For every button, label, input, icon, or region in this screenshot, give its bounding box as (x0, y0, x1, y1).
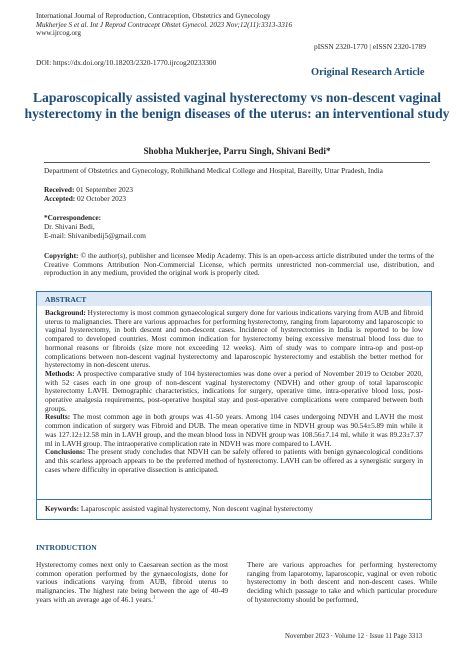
keywords (45, 505, 423, 514)
correspondence-email[interactable]: E-mail: Shivanibedij5@gmail.com (44, 231, 146, 240)
author-list: Shobha Mukherjee, Parru Singh, Shivani Bedi* (143, 146, 331, 156)
abstract-methods: Methods: A prospective comparative study of 104 hysterectomies was done over a period of November 2019 to October 2020, with 52 cases each in one group of non-descent vaginal hysterectomy (NDVH) and other group of total laparoscopic hysterectomy LAVH. Demographic characteristics, indications for surgery, operative time, intra-operative blood loss, post-operative analgesia requirements, post-operative hospital stay and post-operative complications were compared between both groups. (45, 368, 424, 413)
received-value: 01 September 2023 (76, 185, 133, 194)
keywords-divider (37, 499, 431, 500)
accepted-date (44, 195, 244, 204)
keywords-text: Laparoscopic assisted vaginal hysterectomy, Non descent vaginal hysterectomy (80, 504, 314, 513)
introduction-heading: INTRODUCTION (36, 543, 97, 552)
page-footer: November 2023 · Volume 12 · Issue 11 Page 3313 (285, 633, 423, 640)
introduction-right-column: There are various approaches for performing hysterectomy ranging from laparotomy, laparoscopic, vaginal or even robotic hysterectomy in both descent and non-descent cases. While deciding which passage to take and which particular procedure of hysterectomy should be performed, (247, 560, 437, 604)
copyright-text: © the author(s), publisher and licensee Medip Academy. This is an open-access article distributed under the terms of the Creative Commons Attribution Non-Commercial License, which permits unrestricted non-commercial use, distribution, and reproduction in any medium, provided the original work is properly cited. (44, 251, 435, 278)
reference-1[interactable]: 1 (152, 595, 156, 601)
abstract-header-bar (37, 292, 431, 306)
article-type: Original Research Article (311, 67, 425, 78)
journal-website[interactable]: www.ijrcog.org (36, 29, 81, 37)
abstract-body (45, 309, 423, 474)
copyright-label: Copyright: (44, 251, 79, 260)
abstract-heading: ABSTRACT (45, 295, 87, 304)
copyright-notice (44, 252, 434, 278)
correspondence-label: *Correspondence: (44, 213, 102, 222)
keywords-label: Keywords: (45, 504, 80, 513)
issn-line: pISSN 2320-1770 | eISSN 2320-1789 (314, 42, 426, 51)
divider-top (44, 162, 430, 163)
abstract-box (36, 291, 432, 520)
abstract-conclusions: Conclusions: The present study concludes that NDVH can be safely offered to patients with benign gynaecological conditions and this scarless approach appears to be the preferred method of hysterectomy. LAVH can be offered as a synergistic surgery in cases where difficulty in operative dissection is anticipated. (45, 447, 423, 474)
citation-line (36, 21, 292, 30)
abstract-results: Results: The most common age in both groups was 41-50 years. Among 104 cases undergoing NDVH and LAVH the most common indication of surgery was Fibroid and DUB. The mean operative time in NDVH group was 90.54±5.89 min while it was 127.12±12.58 min in LAVH group, and the mean blood loss in NDVH group was 108.56±7.14 ml, while it was 89.23±7.37 ml in LAVH group. The intraoperative complication rate in NDVH was more compared to LAVH. (45, 412, 423, 448)
accepted-value: 02 October 2023 (77, 194, 127, 203)
introduction-left-column: Hysterectomy comes next only to Caesarean section as the most common operation performed by the gynaecologists, done for various indications varying from AUB, fibroid uterus to malignancies. The highest rate being between the age of 40-49 years with an average age of 46.1 years.$^1$ (36, 560, 228, 604)
accepted-label: Accepted: (44, 194, 76, 203)
correspondence-name: Dr. Shivani Bedi, (44, 222, 95, 231)
abstract-background: Background: Hysterectomy is most common gynaecological surgery done for various indications varying from AUB and fibroid uterus to malignancies. There are various approaches for performing hysterectomy, ranging from laparotomy and laparoscopic to vaginal hysterectomy, in both descent and non-descent cases. Incidence of hysterectomies in India is reported to be low compared to developed countries. Most common indication for hysterectomy being excessive menstrual blood loss due to hormonal reasons or fibroids (size more not exceeding 12 weeks). Aim of study was to compare intra-op and post-op complications between non-descent vaginal hysterectomy and laparoscopic hysterectomy and establish the better method for hysterectomy in non-descent uterus. (45, 308, 423, 370)
received-label: Received: (44, 185, 75, 194)
journal-name: International Journal of Reproduction, Contraception, Obstetrics and Gynecology (36, 12, 271, 20)
affiliation: Department of Obstetrics and Gynecology, Rohilkhand Medical College and Hospital, Bareilly, Uttar Pradesh, India (44, 166, 383, 175)
doi-link[interactable]: DOI: https://dx.doi.org/10.18203/2320-1770.ijrcog20233300 (36, 58, 217, 67)
paper-title: Laparoscopically assisted vaginal hysterectomy vs non-descent vaginal hysterectomy in the benign diseases of the uterus: an interventional study (24, 90, 450, 121)
citation-text: Mukherjee S et al. Int J Reprod Contracept Obstet Gynecol. 2023 Nov;12(11):3313-3316 (36, 20, 293, 29)
